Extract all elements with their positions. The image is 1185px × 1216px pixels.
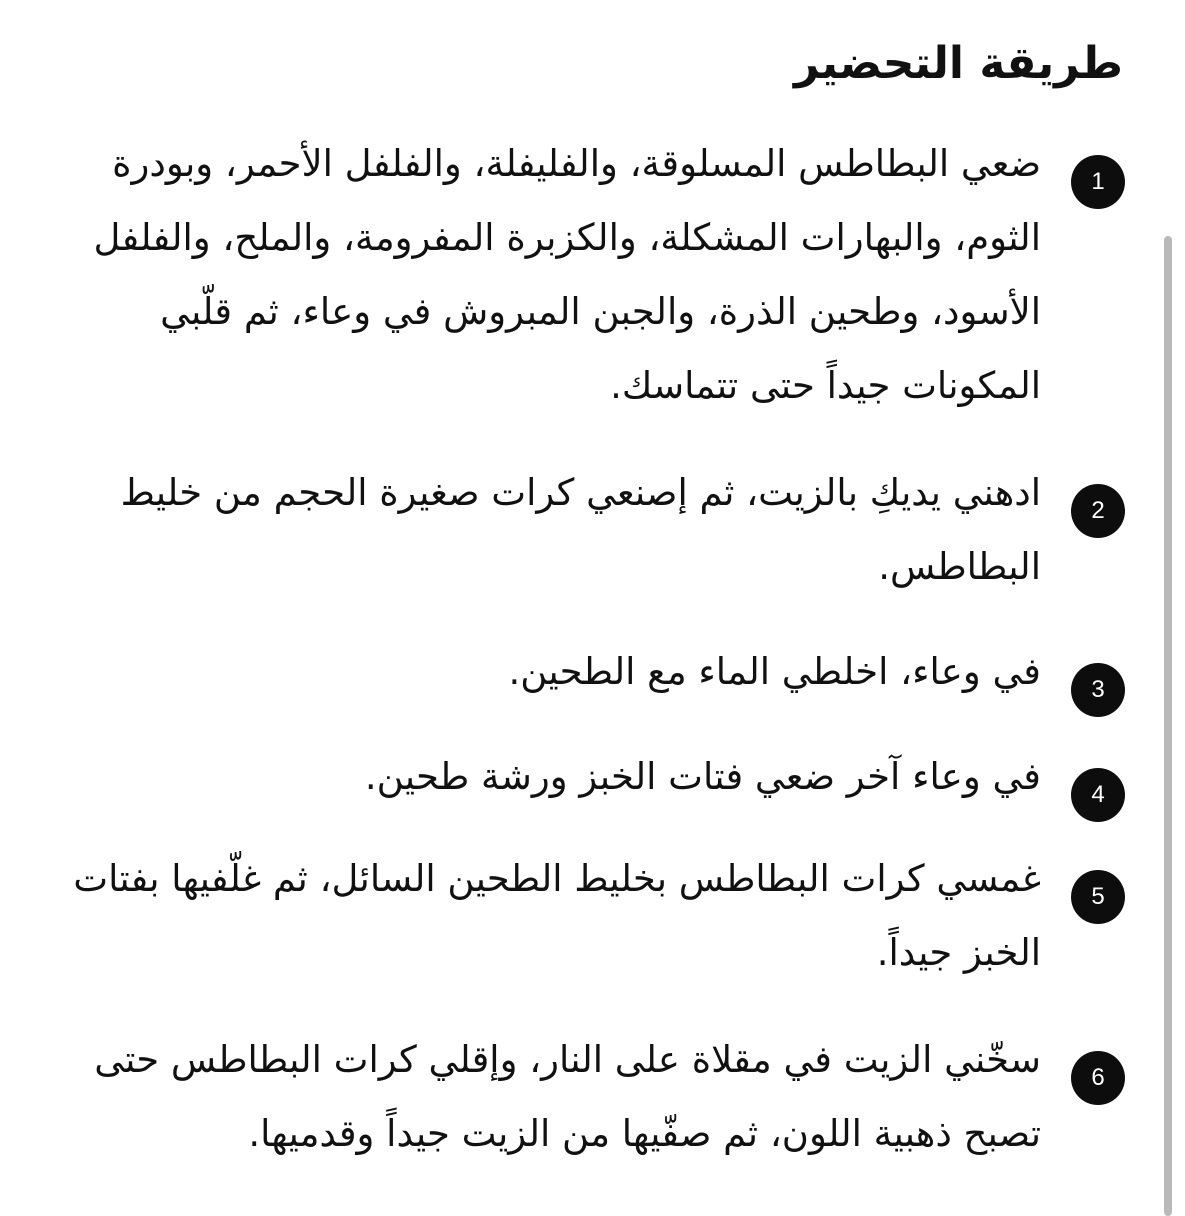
scrollbar-thumb[interactable]: [1164, 236, 1172, 1216]
step-text: سخّني الزيت في مقلاة على النار، وإقلي كرات البطاطس حتى تصبح ذهبية اللون، ثم صفّيها من الزيت جيداً وقدميها.: [94, 1038, 1041, 1155]
step-number-badge: 4: [1071, 768, 1125, 822]
section-title: طريقة التحضير: [794, 38, 1123, 89]
step-number-badge: 3: [1071, 663, 1125, 717]
step-number-badge: 6: [1071, 1051, 1125, 1105]
step-text: في وعاء، اخلطي الماء مع الطحين.: [508, 650, 1041, 693]
step-text: في وعاء آخر ضعي فتات الخبز ورشة طحين.: [364, 755, 1041, 798]
step-number-badge: 5: [1071, 870, 1125, 924]
step-text: ادهني يديكِ بالزيت، ثم إصنعي كرات صغيرة الحجم من خليط البطاطس.: [120, 471, 1041, 588]
step-number-badge: 1: [1071, 155, 1125, 209]
step-number-badge: 2: [1071, 484, 1125, 538]
step-text: غمسي كرات البطاطس بخليط الطحين السائل، ثم غلّفيها بفتات الخبز جيداً.: [73, 857, 1041, 974]
step-text: ضعي البطاطس المسلوقة، والفليفلة، والفلفل الأحمر، وبودرة الثوم، والبهارات المشكلة، والكزبرة المفرومة، والملح، والفلفل الأسود، وطحين الذرة، والجبن المبروش في وعاء، ثم قلّبي المكونات جيداً حتى تتماسك.: [93, 142, 1041, 407]
